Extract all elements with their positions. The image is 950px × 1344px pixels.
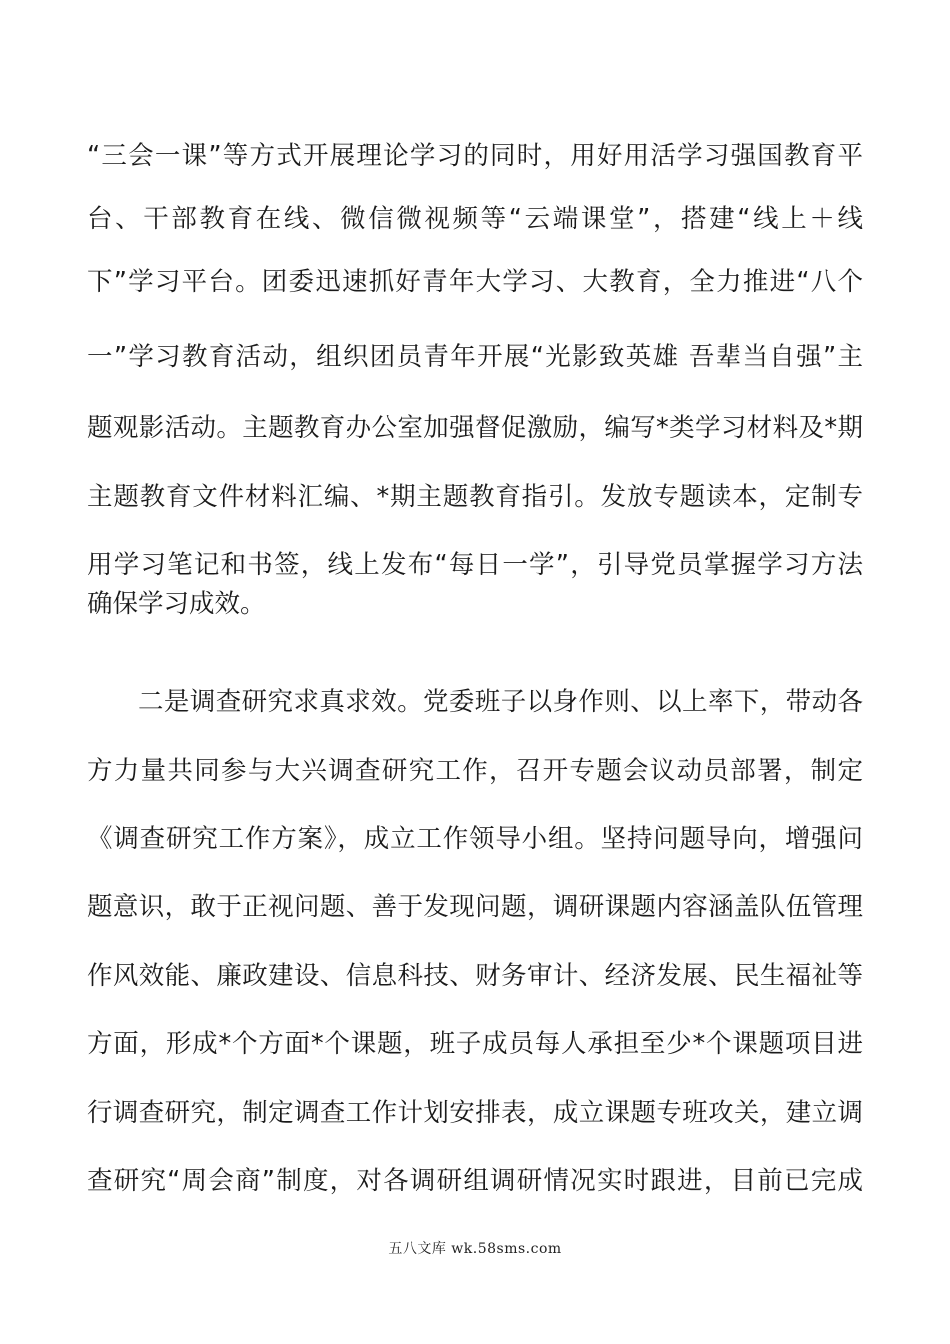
body-text-line: 题观影活动。主题教育办公室加强督促激励，编写*类学习材料及*期 bbox=[87, 413, 863, 443]
paragraph-first-line: 二是调查研究求真求效。党委班子以身作则、以上率下，带动各 bbox=[138, 687, 863, 717]
body-text-line: 用学习笔记和书签，线上发布“每日一学”，引导党员掌握学习方法 bbox=[87, 550, 863, 580]
body-text-line: 方面，形成*个方面*个课题，班子成员每人承担至少*个课题项目进 bbox=[87, 1029, 863, 1059]
body-text-line: 下”学习平台。团委迅速抓好青年大学习、大教育，全力推进“八个 bbox=[87, 267, 863, 297]
body-text-line: 作风效能、廉政建设、信息科技、财务审计、经济发展、民生福祉等 bbox=[87, 961, 863, 991]
body-text-line: 台、干部教育在线、微信微视频等“云端课堂”，搭建“线上＋线 bbox=[87, 204, 863, 234]
page-footer: 五八文库 wk.58sms.com bbox=[388, 1241, 562, 1257]
body-text-line: 方力量共同参与大兴调查研究工作，召开专题会议动员部署，制定 bbox=[87, 756, 863, 786]
body-text-line: 题意识，敢于正视问题、善于发现问题，调研课题内容涵盖队伍管理 bbox=[87, 892, 863, 922]
body-text-line: 一”学习教育活动，组织团员青年开展“光影致英雄 吾辈当自强”主 bbox=[87, 342, 863, 372]
body-text-line: 查研究“周会商”制度，对各调研组调研情况实时跟进，目前已完成 bbox=[87, 1166, 863, 1196]
body-text-line: 《调查研究工作方案》，成立工作领导小组。坚持问题导向，增强问 bbox=[87, 824, 863, 854]
body-text-line: 行调查研究，制定调查工作计划安排表，成立课题专班攻关，建立调 bbox=[87, 1098, 863, 1128]
body-text-line: 主题教育文件材料汇编、*期主题教育指引。发放专题读本，定制专 bbox=[87, 482, 863, 512]
body-text-line: 确保学习成效。 bbox=[87, 589, 266, 619]
body-text-line: “三会一课”等方式开展理论学习的同时，用好用活学习强国教育平 bbox=[87, 141, 863, 171]
